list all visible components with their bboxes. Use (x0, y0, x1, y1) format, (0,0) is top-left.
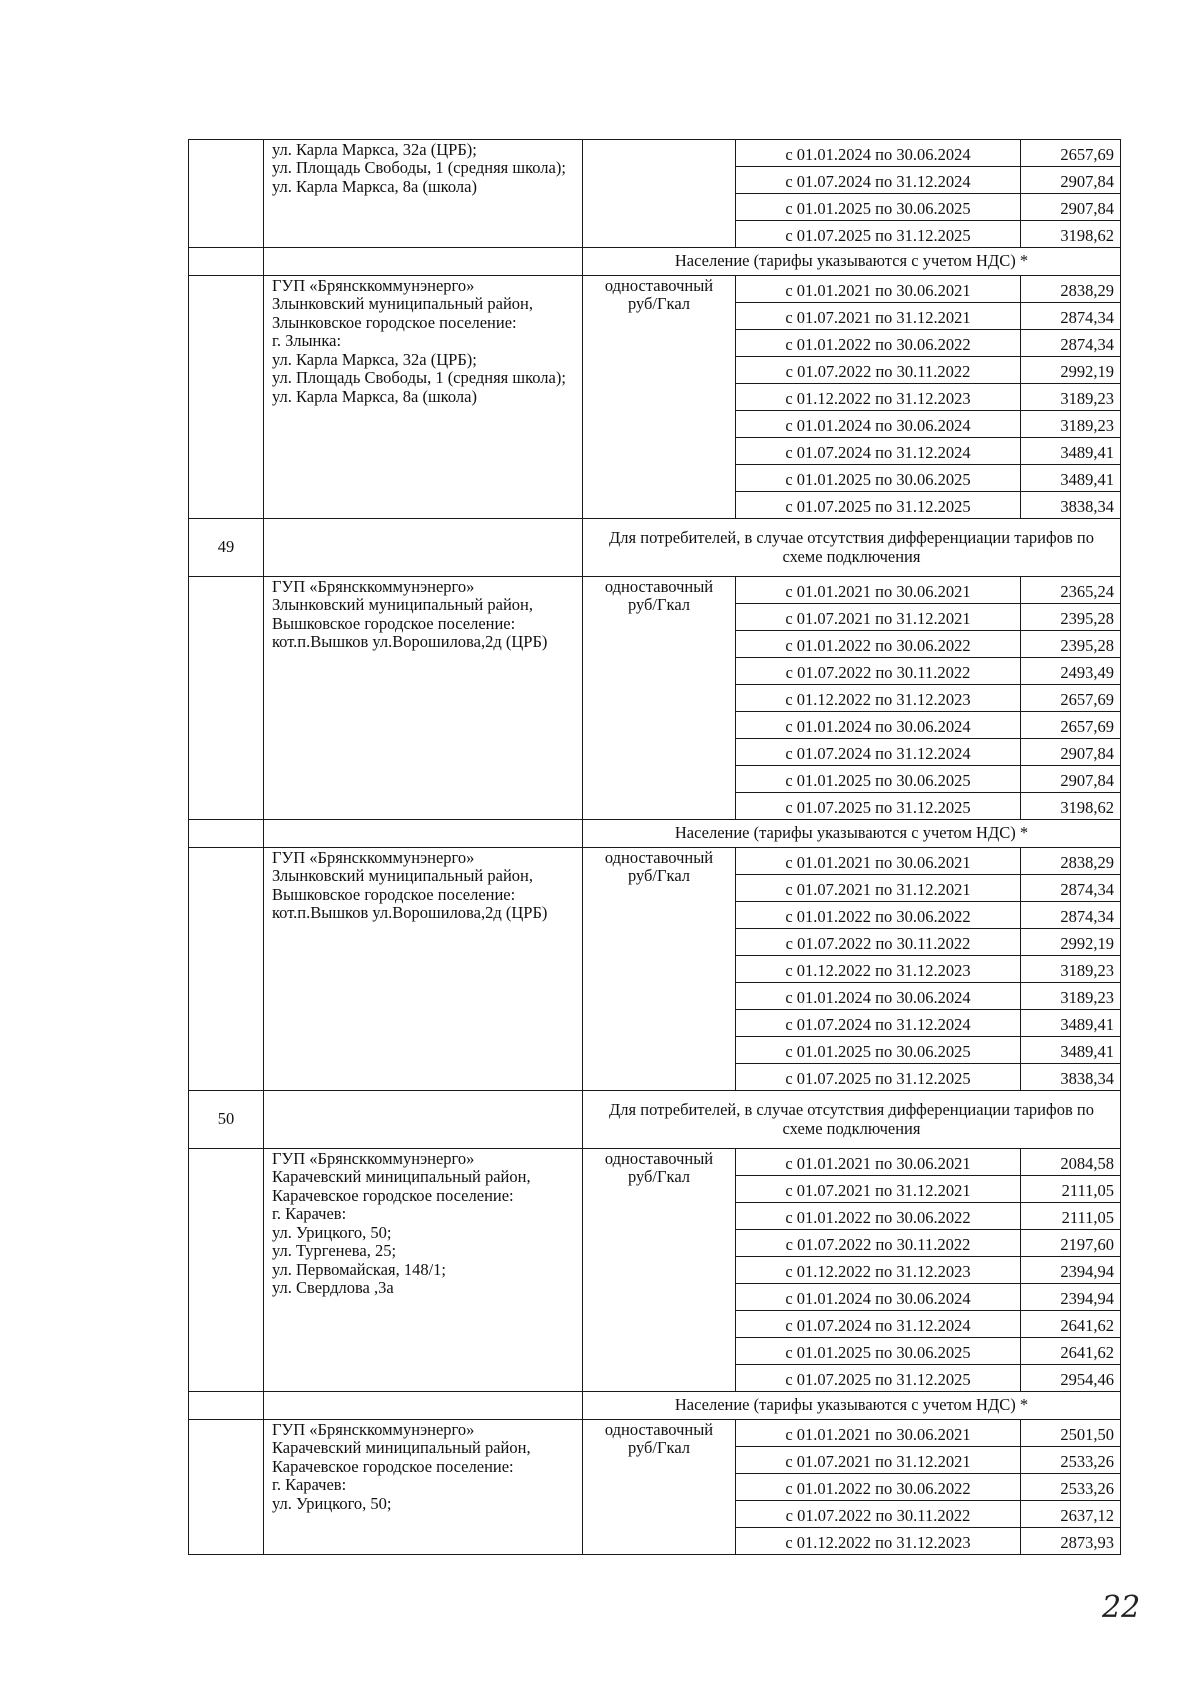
empty-cell (264, 820, 583, 848)
tariff-row (189, 276, 1121, 303)
tariff-row (189, 140, 1121, 167)
period-cell: с 01.07.2022 по 30.11.2022 (736, 1230, 1021, 1257)
period-cell: с 01.07.2022 по 30.11.2022 (736, 929, 1021, 956)
rate-type-label: одноставочный (604, 848, 714, 867)
tariff-value-cell: 2992,19 (1021, 929, 1121, 956)
address-line: Злынковский муниципальный район, (272, 866, 533, 886)
rate-type-cell (583, 1420, 736, 1555)
tariff-value-cell: 2657,69 (1021, 140, 1121, 167)
tariff-value-cell: 3198,62 (1021, 793, 1121, 820)
section-title: Население (тарифы указываются с учетом НДС) * (583, 248, 1121, 276)
address-line: Карачевский миниципальный район, (272, 1438, 531, 1458)
tariff-value-cell: 3489,41 (1021, 438, 1121, 465)
tariff-value-cell: 3838,34 (1021, 1064, 1121, 1091)
address-line: кот.п.Вышков ул.Ворошилова,2д (ЦРБ) (272, 903, 548, 923)
address-line: ГУП «Брянсккоммунэнерго» (272, 1149, 475, 1168)
period-cell: с 01.12.2022 по 31.12.2023 (736, 956, 1021, 983)
period-cell: с 01.01.2025 по 30.06.2025 (736, 1037, 1021, 1064)
tariff-value-cell: 2874,34 (1021, 330, 1121, 357)
address-line: Злынковский муниципальный район, (272, 595, 533, 615)
tariff-value-cell: 3489,41 (1021, 1010, 1121, 1037)
address-line: ГУП «Брянсккоммунэнерго» (272, 577, 475, 596)
period-cell: с 01.07.2022 по 30.11.2022 (736, 357, 1021, 384)
address-line: ул. Урицкого, 50; (272, 1222, 392, 1242)
rate-type-cell (583, 848, 736, 1091)
address-line: Злынковское городское поселение: (272, 312, 517, 332)
tariff-table-body (189, 140, 1121, 1555)
tariff-value-cell: 3189,23 (1021, 956, 1121, 983)
group-header-row (189, 519, 1121, 577)
tariff-value-cell: 2874,34 (1021, 875, 1121, 902)
tariff-value-cell: 3189,23 (1021, 983, 1121, 1010)
tariff-value-cell: 2084,58 (1021, 1149, 1121, 1176)
period-cell: с 01.07.2024 по 31.12.2024 (736, 167, 1021, 194)
tariff-value-cell: 2111,05 (1021, 1176, 1121, 1203)
tariff-value-cell: 2493,49 (1021, 658, 1121, 685)
address-line: ул. Тургенева, 25; (272, 1241, 397, 1261)
tariff-value-cell: 2838,29 (1021, 848, 1121, 875)
rate-type-cell (583, 577, 736, 820)
rate-type-label: одноставочный (604, 1149, 714, 1168)
row-number-cell (189, 276, 264, 519)
address-line: ул. Карла Маркса, 32а (ЦРБ); (272, 349, 477, 369)
row-number-cell (189, 577, 264, 820)
address-line: Карачевское городское поселение: (272, 1185, 514, 1205)
tariff-row (189, 848, 1121, 875)
unit-label: руб/Гкал (627, 1167, 691, 1187)
period-cell: с 01.01.2022 по 30.06.2022 (736, 902, 1021, 929)
tariff-value-cell: 3189,23 (1021, 384, 1121, 411)
period-cell: с 01.01.2025 по 30.06.2025 (736, 465, 1021, 492)
empty-cell (264, 1091, 583, 1149)
period-cell: с 01.01.2024 по 30.06.2024 (736, 983, 1021, 1010)
empty-cell (264, 1392, 583, 1420)
empty-cell (264, 519, 583, 577)
period-cell: с 01.07.2021 по 31.12.2021 (736, 1447, 1021, 1474)
group-header-text: Для потребителей, в случае отсутствия дифференциации тарифов по схеме подключения (583, 519, 1121, 577)
tariff-value-cell: 2838,29 (1021, 276, 1121, 303)
row-number-cell (189, 848, 264, 1091)
period-cell: с 01.01.2022 по 30.06.2022 (736, 631, 1021, 658)
address-line: ул. Площадь Свободы, 1 (средняя школа); (272, 158, 566, 178)
rate-type-label: одноставочный (604, 276, 714, 295)
tariff-table (188, 139, 1121, 1555)
period-cell: с 01.07.2021 по 31.12.2021 (736, 1176, 1021, 1203)
period-cell: с 01.07.2025 по 31.12.2025 (736, 1365, 1021, 1392)
period-cell: с 01.07.2024 по 31.12.2024 (736, 438, 1021, 465)
tariff-value-cell: 2501,50 (1021, 1420, 1121, 1447)
period-cell: с 01.01.2021 по 30.06.2021 (736, 848, 1021, 875)
period-cell: с 01.07.2025 по 31.12.2025 (736, 793, 1021, 820)
address-line: Вышковское городское поселение: (272, 613, 516, 633)
period-cell: с 01.01.2022 по 30.06.2022 (736, 330, 1021, 357)
period-cell: с 01.01.2022 по 30.06.2022 (736, 1474, 1021, 1501)
address-line: Злынковский муниципальный район, (272, 294, 533, 314)
period-cell: с 01.01.2024 по 30.06.2024 (736, 140, 1021, 167)
tariff-value-cell: 2657,69 (1021, 685, 1121, 712)
supplier-address-cell (264, 140, 583, 248)
period-cell: с 01.07.2022 по 30.11.2022 (736, 1501, 1021, 1528)
section-title: Население (тарифы указываются с учетом НДС) * (583, 820, 1121, 848)
row-number-cell: 49 (189, 519, 264, 577)
tariff-value-cell: 2111,05 (1021, 1203, 1121, 1230)
rate-type-cell (583, 140, 736, 248)
period-cell: с 01.07.2022 по 30.11.2022 (736, 658, 1021, 685)
tariff-value-cell: 2533,26 (1021, 1474, 1121, 1501)
tariff-value-cell: 2394,94 (1021, 1257, 1121, 1284)
unit-label: руб/Гкал (627, 1438, 691, 1458)
address-line: ул. Первомайская, 148/1; (272, 1259, 447, 1279)
address-line: Карачевское городское поселение: (272, 1456, 514, 1476)
address-line: ул. Карла Маркса, 32а (ЦРБ); (272, 140, 477, 159)
address-line: ГУП «Брянсккоммунэнерго» (272, 276, 475, 295)
row-number-cell: 50 (189, 1091, 264, 1149)
tariff-value-cell: 3489,41 (1021, 465, 1121, 492)
period-cell: с 01.01.2024 по 30.06.2024 (736, 1284, 1021, 1311)
address-line: г. Злынка: (272, 331, 342, 351)
period-cell: с 01.07.2025 по 31.12.2025 (736, 492, 1021, 519)
address-line: ул. Карла Маркса, 8а (школа) (272, 176, 477, 196)
supplier-address-cell (264, 1420, 583, 1555)
row-number-cell (189, 820, 264, 848)
page-number: 22 (1102, 1590, 1141, 1625)
tariff-value-cell: 2395,28 (1021, 631, 1121, 658)
rate-type-cell (583, 276, 736, 519)
period-cell: с 01.07.2021 по 31.12.2021 (736, 875, 1021, 902)
tariff-value-cell: 2907,84 (1021, 766, 1121, 793)
tariff-value-cell: 3838,34 (1021, 492, 1121, 519)
tariff-row (189, 577, 1121, 604)
address-line: ГУП «Брянсккоммунэнерго» (272, 848, 475, 867)
period-cell: с 01.01.2024 по 30.06.2024 (736, 411, 1021, 438)
rate-type-label: одноставочный (604, 1420, 714, 1439)
address-line: ул. Свердлова ,3а (272, 1278, 394, 1298)
rate-type-label: одноставочный (604, 577, 714, 596)
period-cell: с 01.12.2022 по 31.12.2023 (736, 1528, 1021, 1555)
supplier-address-cell (264, 1149, 583, 1392)
period-cell: с 01.07.2024 по 31.12.2024 (736, 739, 1021, 766)
tariff-value-cell: 2641,62 (1021, 1338, 1121, 1365)
tariff-value-cell: 2874,34 (1021, 303, 1121, 330)
period-cell: с 01.07.2021 по 31.12.2021 (736, 303, 1021, 330)
address-line: ул. Площадь Свободы, 1 (средняя школа); (272, 368, 566, 388)
supplier-address-cell (264, 848, 583, 1091)
tariff-value-cell: 2907,84 (1021, 739, 1121, 766)
tariff-row (189, 1420, 1121, 1447)
period-cell: с 01.07.2025 по 31.12.2025 (736, 1064, 1021, 1091)
row-number-cell (189, 140, 264, 248)
period-cell: с 01.01.2021 по 30.06.2021 (736, 276, 1021, 303)
tariff-value-cell: 2907,84 (1021, 167, 1121, 194)
section-row (189, 1392, 1121, 1420)
tariff-value-cell: 3189,23 (1021, 411, 1121, 438)
tariff-value-cell: 2657,69 (1021, 712, 1121, 739)
tariff-row (189, 1149, 1121, 1176)
supplier-address-cell (264, 577, 583, 820)
tariff-value-cell: 2637,12 (1021, 1501, 1121, 1528)
period-cell: с 01.12.2022 по 31.12.2023 (736, 685, 1021, 712)
tariff-value-cell: 2907,84 (1021, 194, 1121, 221)
section-row (189, 820, 1121, 848)
tariff-value-cell: 2992,19 (1021, 357, 1121, 384)
row-number-cell (189, 248, 264, 276)
tariff-value-cell: 2395,28 (1021, 604, 1121, 631)
period-cell: с 01.01.2025 по 30.06.2025 (736, 766, 1021, 793)
period-cell: с 01.01.2025 по 30.06.2025 (736, 1338, 1021, 1365)
tariff-value-cell: 2954,46 (1021, 1365, 1121, 1392)
period-cell: с 01.01.2021 по 30.06.2021 (736, 1420, 1021, 1447)
unit-label: руб/Гкал (627, 866, 691, 886)
tariff-value-cell: 2394,94 (1021, 1284, 1121, 1311)
tariff-value-cell: 3198,62 (1021, 221, 1121, 248)
tariff-value-cell: 2641,62 (1021, 1311, 1121, 1338)
period-cell: с 01.07.2021 по 31.12.2021 (736, 604, 1021, 631)
tariff-value-cell: 2197,60 (1021, 1230, 1121, 1257)
tariff-value-cell: 2533,26 (1021, 1447, 1121, 1474)
rate-type-cell (583, 1149, 736, 1392)
period-cell: с 01.01.2024 по 30.06.2024 (736, 712, 1021, 739)
address-line: ул. Урицкого, 50; (272, 1493, 392, 1513)
address-line: г. Карачев: (272, 1475, 347, 1495)
tariff-value-cell: 2874,34 (1021, 902, 1121, 929)
supplier-address-cell (264, 276, 583, 519)
tariff-value-cell: 2873,93 (1021, 1528, 1121, 1555)
section-title: Население (тарифы указываются с учетом НДС) * (583, 1392, 1121, 1420)
section-row (189, 248, 1121, 276)
unit-label: руб/Гкал (627, 595, 691, 615)
period-cell: с 01.01.2025 по 30.06.2025 (736, 194, 1021, 221)
period-cell: с 01.12.2022 по 31.12.2023 (736, 384, 1021, 411)
address-line: ГУП «Брянсккоммунэнерго» (272, 1420, 475, 1439)
row-number-cell (189, 1392, 264, 1420)
group-header-row (189, 1091, 1121, 1149)
period-cell: с 01.07.2024 по 31.12.2024 (736, 1311, 1021, 1338)
tariff-value-cell: 2365,24 (1021, 577, 1121, 604)
address-line: ул. Карла Маркса, 8а (школа) (272, 386, 477, 406)
address-line: кот.п.Вышков ул.Ворошилова,2д (ЦРБ) (272, 632, 548, 652)
tariff-value-cell: 3489,41 (1021, 1037, 1121, 1064)
period-cell: с 01.07.2025 по 31.12.2025 (736, 221, 1021, 248)
address-line: г. Карачев: (272, 1204, 347, 1224)
unit-label: руб/Гкал (627, 294, 691, 314)
period-cell: с 01.07.2024 по 31.12.2024 (736, 1010, 1021, 1037)
row-number-cell (189, 1149, 264, 1392)
group-header-text: Для потребителей, в случае отсутствия дифференциации тарифов по схеме подключения (583, 1091, 1121, 1149)
address-line: Вышковское городское поселение: (272, 884, 516, 904)
empty-cell (264, 248, 583, 276)
period-cell: с 01.01.2022 по 30.06.2022 (736, 1203, 1021, 1230)
period-cell: с 01.12.2022 по 31.12.2023 (736, 1257, 1021, 1284)
address-line: Карачевский миниципальный район, (272, 1167, 531, 1187)
row-number-cell (189, 1420, 264, 1555)
period-cell: с 01.01.2021 по 30.06.2021 (736, 1149, 1021, 1176)
period-cell: с 01.01.2021 по 30.06.2021 (736, 577, 1021, 604)
